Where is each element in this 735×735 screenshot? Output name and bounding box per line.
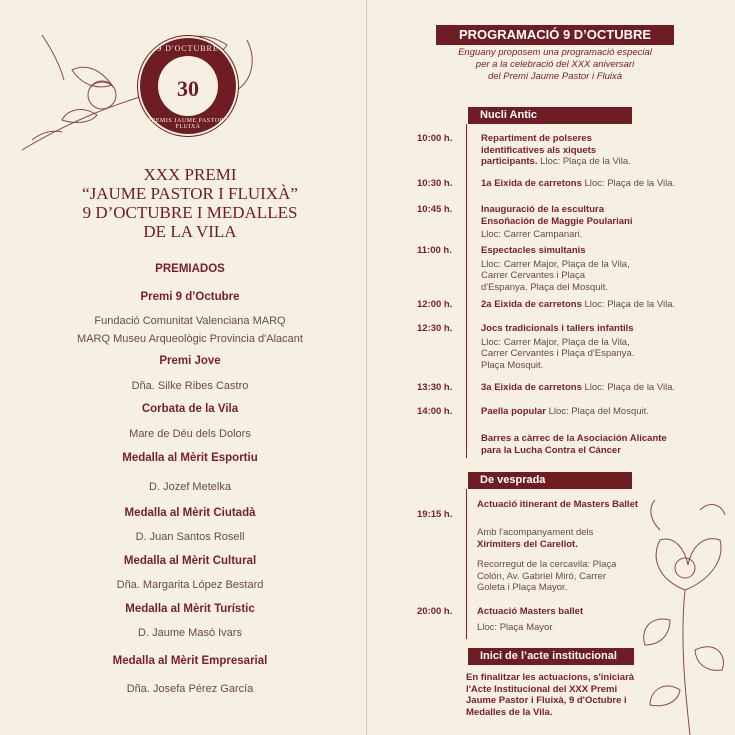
award-recipient: D. Juan Santos Rosell: [135, 531, 245, 543]
event-location: Carrer Cervantes i Plaça d'Espanya.: [481, 348, 635, 359]
title-line: “JAUME PASTOR I FLUIXÀ”: [82, 184, 298, 203]
event-location: Lloc: Carrer Major, Plaça de la Vila,: [481, 258, 630, 270]
intro-line: per a la celebració del XXX aniversari: [475, 59, 635, 70]
seal-center: [158, 56, 218, 116]
column-divider: [366, 0, 367, 735]
event-location: Lloc: Plaça de la Vila.: [581, 178, 676, 189]
timeline-line: [466, 124, 467, 458]
event-location: Lloc: Plaça del Mosquit.: [545, 406, 649, 417]
event-item: [481, 406, 721, 418]
event-title-line: Actuació itinerant de Masters Ballet: [477, 499, 639, 510]
title-line: 9 D’OCTUBRE I MEDALLES: [82, 203, 298, 222]
award-recipient: Dña. Josefa Pérez García: [126, 683, 254, 695]
title-line: XXX PREMI: [143, 165, 237, 184]
event-details: [477, 527, 717, 594]
event-location: Carrer Cervantes i Plaça: [481, 270, 586, 281]
award-recipient: Dña. Silke Ribes Castro: [131, 380, 249, 392]
seal-top-text: 9 D'OCTUBRE: [157, 44, 219, 53]
event-location: Lloc: Plaça de la Vila.: [581, 382, 676, 393]
event-title-line: Paella popular: [481, 406, 546, 417]
award-recipient: MARQ Museu Arqueològic Provincia d'Alacant: [77, 333, 303, 345]
event-item: [481, 204, 721, 241]
event-time: 11:00 h.: [417, 245, 452, 256]
event-item: [477, 606, 717, 633]
event-title-line: 2a Eixida de carretons: [481, 299, 582, 310]
event-time: 12:30 h.: [417, 323, 453, 334]
event-detail-line: Goleta i Plaça Mayor.: [477, 582, 568, 593]
acte-line: Jaume Pastor i Fluixà, 9 d'Octubre i: [466, 695, 627, 706]
award-recipient: Mare de Déu dels Dolors: [129, 428, 251, 440]
anniversary-seal: [140, 38, 236, 134]
award-recipient: Fundació Comunitat Valenciana MARQ: [94, 315, 286, 327]
event-detail-line: Colón, Av. Gabriel Miró, Carrer: [477, 570, 606, 582]
programacio-banner: PROGRAMACIÓ 9 D’OCTUBRE: [436, 25, 674, 45]
event-title-line: Barres a càrrec de la Asociación Alicante: [481, 433, 667, 444]
event-detail-line: Recorregut de la cercavila: Plaça: [477, 559, 617, 570]
event-item: [481, 323, 721, 371]
event-location: Lloc: Plaça de la Vila.: [537, 156, 631, 167]
award-title: Premi Jove: [159, 355, 221, 367]
intro-line: del Premi Jaume Pastor i Fluixà: [487, 71, 623, 82]
event-title-line: para la Lucha Contra el Cáncer: [481, 444, 621, 456]
section-de-vesprada: De vesprada: [468, 472, 632, 489]
award-title: Medalla al Mèrit Esportiu: [122, 452, 258, 464]
event-item: [481, 178, 721, 190]
seal-bottom-text: PREMIS JAUME PASTOR I FLUIXÀ: [147, 118, 229, 130]
event-location: Lloc: Plaça Mayor: [477, 621, 553, 633]
page-title: [40, 165, 340, 241]
event-title-line: 3a Eixida de carretons: [481, 382, 582, 393]
event-location: d'Espanya. Plaça del Mosquit.: [481, 281, 608, 293]
acte-description: [466, 672, 716, 718]
event-item: [481, 133, 721, 168]
timeline-line: [466, 489, 467, 639]
award-recipient: Dña. Margarita López Bestard: [116, 579, 264, 591]
seal-number: 30: [177, 76, 199, 101]
intro-line: Enguany proposem una programació especial: [458, 47, 652, 58]
event-location: Lloc: Carrer Major, Plaça de la Vila,: [481, 336, 630, 348]
event-item: [477, 499, 717, 511]
event-time: 12:00 h.: [417, 299, 453, 310]
event-item: [481, 245, 721, 293]
award-title: Medalla al Mèrit Ciutadà: [124, 507, 256, 519]
event-time: 10:45 h.: [417, 204, 453, 215]
event-title-line: Jocs tradicionals i tallers infantils: [481, 323, 634, 334]
event-location: Plaça Mosquit.: [481, 359, 544, 371]
award-title: Premi 9 d’Octubre: [140, 291, 240, 303]
award-recipient: D. Jozef Metelka: [149, 481, 231, 493]
event-title-line: Actuació Masters ballet: [477, 606, 584, 617]
event-time: 10:00 h.: [417, 133, 453, 144]
event-title-line: Ensoñación de Maggie Poulariani: [481, 215, 633, 227]
event-time: 14:00 h.: [417, 406, 453, 417]
event-title-line: participants.: [481, 156, 538, 167]
event-title-line: Espectacles simultanis: [481, 245, 586, 256]
acte-line: En finalitzar les actuacions, s'iniciarà: [466, 672, 635, 683]
section-nucli-antic: Nucli Antic: [468, 107, 632, 124]
premiados-heading: PREMIADOS: [155, 263, 225, 275]
award-title: Medalla al Mèrit Cultural: [123, 555, 257, 567]
event-title-line: identificatives als xiquets: [481, 144, 597, 156]
event-item: [481, 299, 721, 311]
event-title-line: Repartiment de polseres: [481, 133, 592, 144]
title-line: DE LA VILA: [143, 222, 237, 241]
award-title: Corbata de la Vila: [141, 403, 239, 415]
event-item: [481, 433, 721, 456]
award-title: Medalla al Mèrit Empresarial: [112, 655, 268, 667]
event-time: 20:00 h.: [417, 606, 453, 617]
event-title-line: Inauguració de la escultura: [481, 204, 605, 215]
award-title: Medalla al Mèrit Turístic: [125, 603, 255, 615]
acte-line: l'Acte Institucional del XXX Premi: [466, 683, 618, 695]
acte-line: Medalles de la Vila.: [466, 706, 553, 718]
event-title-line: 1a Eixida de carretons: [481, 178, 582, 189]
event-time: 19:15 h.: [417, 509, 453, 520]
award-recipient: D. Jaume Masó Ivars: [138, 627, 242, 639]
event-location: Lloc: Carrer Campanari.: [481, 229, 583, 240]
section-acte-institucional: Inici de l’acte institucional: [468, 648, 634, 665]
event-detail-bold: Xirimiters del Carellot.: [477, 538, 578, 550]
event-item: [481, 382, 721, 394]
event-time: 10:30 h.: [417, 178, 453, 189]
event-detail-line: Amb l'acompanyament dels: [477, 527, 594, 538]
event-location: Lloc: Plaça de la Vila.: [581, 299, 676, 310]
programacio-intro: [400, 47, 710, 83]
event-time: 13:30 h.: [417, 382, 453, 393]
